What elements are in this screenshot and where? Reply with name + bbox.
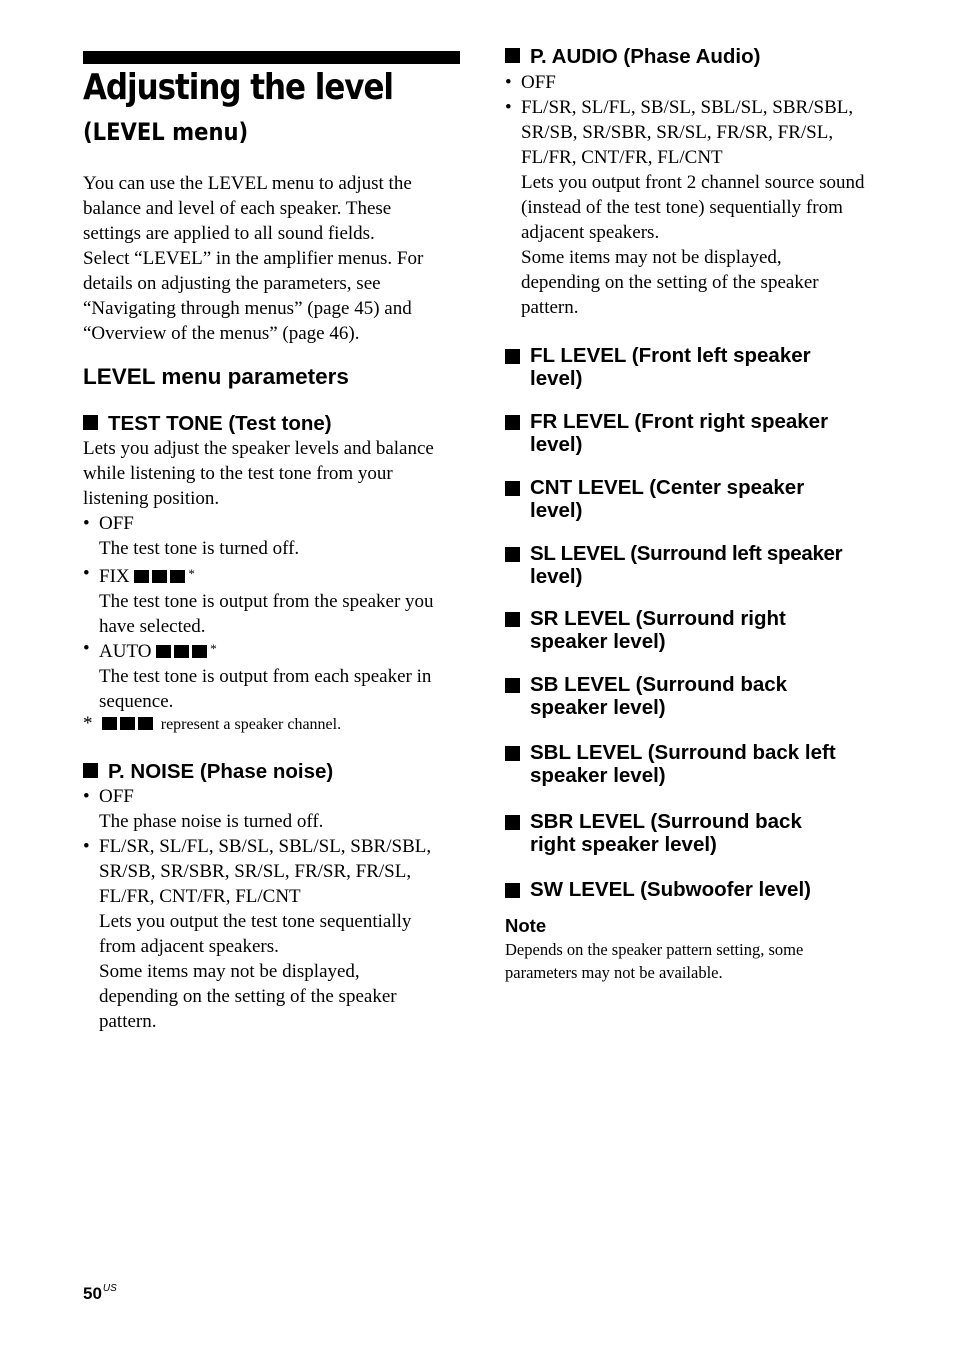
level-heading-line: FL LEVEL (Front left speaker xyxy=(530,344,811,367)
level-heading-cnt xyxy=(505,476,804,522)
page-suffix: US xyxy=(102,1283,117,1294)
level-heading-fr xyxy=(505,410,828,456)
option-desc: Some items may not be displayed, xyxy=(521,247,782,268)
square-bullet-icon xyxy=(505,678,520,693)
option-label: FIX xyxy=(99,566,130,587)
option-label: OFF xyxy=(99,513,134,534)
channel-block-icon xyxy=(192,645,207,658)
bullet-dot-icon: • xyxy=(83,786,90,807)
level-heading-line: speaker level) xyxy=(530,696,666,719)
p-audio-options-item xyxy=(505,95,896,320)
level-heading-sb xyxy=(505,673,787,719)
note-line: Depends on the speaker pattern setting, some xyxy=(505,940,804,959)
note-line: parameters may not be available. xyxy=(505,962,723,982)
square-bullet-icon xyxy=(505,883,520,898)
option-label: OFF xyxy=(521,72,556,93)
channel-block-icon xyxy=(170,570,185,583)
channel-block-icon xyxy=(102,717,117,730)
desc-line: listening position. xyxy=(83,488,220,509)
test-tone-off-item xyxy=(83,511,469,561)
option-desc: The test tone is output from each speaker in xyxy=(99,666,432,687)
level-heading-line: SBR LEVEL (Surround back xyxy=(530,810,802,833)
option-desc: Lets you output front 2 channel source sound xyxy=(521,172,865,193)
level-heading-fl xyxy=(505,344,811,390)
option-desc: have selected. xyxy=(99,616,206,637)
test-tone-fix-item xyxy=(83,561,469,639)
option-label: FL/SR, SL/FL, SB/SL, SBL/SL, SBR/SBL, xyxy=(99,836,432,857)
level-heading-line: FR LEVEL (Front right speaker xyxy=(530,410,829,433)
level-heading-sbr xyxy=(505,810,802,856)
bullet-dot-icon: • xyxy=(505,97,512,118)
p-audio-heading xyxy=(505,45,760,68)
test-tone-heading xyxy=(83,412,332,435)
intro-line: settings are applied to all sound fields. xyxy=(83,223,375,244)
level-heading-line: level) xyxy=(530,499,583,522)
intro-line: balance and level of each speaker. These xyxy=(83,198,392,219)
level-heading-line: speaker level) xyxy=(530,630,666,653)
option-label: SR/SB, SR/SBR, SR/SL, FR/SR, FR/SL, xyxy=(521,122,834,143)
section-heading: LEVEL menu parameters xyxy=(83,364,349,389)
channel-block-icon xyxy=(156,645,171,658)
square-bullet-icon xyxy=(83,415,98,430)
title-rule xyxy=(83,51,460,64)
footnote-text: represent a speaker channel. xyxy=(160,716,342,733)
square-bullet-icon xyxy=(505,815,520,830)
asterisk-mark: * xyxy=(188,566,195,581)
option-desc: depending on the setting of the speaker xyxy=(521,272,819,293)
square-bullet-icon xyxy=(505,612,520,627)
bullet-dot-icon: • xyxy=(505,72,512,93)
option-desc: Lets you output the test tone sequentially xyxy=(99,911,412,932)
square-bullet-icon xyxy=(505,481,520,496)
bullet-dot-icon: • xyxy=(83,513,90,534)
level-heading-line: SBL LEVEL (Surround back left xyxy=(530,741,836,764)
p-noise-off-item xyxy=(83,784,469,834)
channel-block-icon xyxy=(120,717,135,730)
asterisk-mark: * xyxy=(83,713,93,734)
test-tone-auto-item xyxy=(83,636,469,714)
option-label: FL/SR, SL/FL, SB/SL, SBL/SL, SBR/SBL, xyxy=(521,97,854,118)
square-bullet-icon xyxy=(505,547,520,562)
level-heading-sr xyxy=(505,607,786,653)
option-desc: The test tone is output from the speaker you xyxy=(99,591,434,612)
level-heading-line: CNT LEVEL (Center speaker xyxy=(530,476,805,499)
option-desc: (instead of the test tone) sequentially from xyxy=(521,197,843,218)
p-noise-heading-text: P. NOISE (Phase noise) xyxy=(108,760,334,783)
option-label: SR/SB, SR/SBR, SR/SL, FR/SR, FR/SL, xyxy=(99,861,412,882)
asterisk-mark: * xyxy=(210,641,217,656)
intro-line: “Navigating through menus” (page 45) and xyxy=(83,298,412,319)
option-desc: pattern. xyxy=(521,297,579,318)
intro-line: details on adjusting the parameters, see xyxy=(83,273,381,294)
option-desc: Some items may not be displayed, xyxy=(99,961,360,982)
p-noise-heading xyxy=(83,760,333,783)
option-desc: adjacent speakers. xyxy=(521,222,660,243)
square-bullet-icon xyxy=(505,746,520,761)
intro-paragraph xyxy=(83,171,463,346)
bullet-dot-icon: • xyxy=(83,638,90,659)
option-desc: from adjacent speakers. xyxy=(99,936,279,957)
test-tone-heading-text: TEST TONE (Test tone) xyxy=(108,412,332,435)
page-number xyxy=(83,1283,117,1304)
level-heading-line: right speaker level) xyxy=(530,833,717,856)
level-heading-sl xyxy=(505,542,842,588)
level-heading-line: SR LEVEL (Surround right xyxy=(530,607,786,630)
desc-line: Lets you adjust the speaker levels and balance xyxy=(83,438,434,459)
option-desc: The test tone is turned off. xyxy=(99,538,300,559)
channel-block-icon xyxy=(174,645,189,658)
square-bullet-icon xyxy=(505,415,520,430)
option-desc: pattern. xyxy=(99,1011,157,1032)
note-heading: Note xyxy=(505,915,547,936)
desc-line: while listening to the test tone from your xyxy=(83,463,393,484)
test-tone-footnote xyxy=(83,711,463,737)
intro-line: “Overview of the menus” (page 46). xyxy=(83,323,360,344)
option-desc: The phase noise is turned off. xyxy=(99,811,324,832)
bullet-dot-icon: • xyxy=(83,563,90,584)
channel-block-icon xyxy=(138,717,153,730)
intro-line: You can use the LEVEL menu to adjust the xyxy=(83,173,412,194)
bullet-dot-icon: • xyxy=(83,836,90,857)
option-label: OFF xyxy=(99,786,134,807)
level-heading-line: level) xyxy=(530,367,583,390)
level-heading-line: SW LEVEL (Subwoofer level) xyxy=(530,878,811,901)
level-heading-line: SL LEVEL (Surround left speaker xyxy=(530,542,843,565)
level-heading-line: speaker level) xyxy=(530,764,666,787)
page-number-value: 50 xyxy=(83,1284,102,1303)
level-heading-sbl xyxy=(505,741,836,787)
level-heading-line: SB LEVEL (Surround back xyxy=(530,673,788,696)
square-bullet-icon xyxy=(505,48,520,63)
channel-block-icon xyxy=(152,570,167,583)
test-tone-description xyxy=(83,436,468,511)
intro-line: Select “LEVEL” in the amplifier menus. For xyxy=(83,248,424,269)
square-bullet-icon xyxy=(83,763,98,778)
option-label: FL/FR, CNT/FR, FL/CNT xyxy=(521,147,723,168)
level-heading-line: level) xyxy=(530,565,583,588)
option-desc: sequence. xyxy=(99,691,174,712)
page-subtitle: (LEVEL menu) xyxy=(83,118,249,146)
level-heading-line: level) xyxy=(530,433,583,456)
option-desc: depending on the setting of the speaker xyxy=(99,986,397,1007)
p-audio-off-item xyxy=(505,70,891,95)
p-noise-options-item xyxy=(83,834,469,1034)
square-bullet-icon xyxy=(505,349,520,364)
option-label: FL/FR, CNT/FR, FL/CNT xyxy=(99,886,301,907)
p-audio-heading-text: P. AUDIO (Phase Audio) xyxy=(530,45,761,68)
level-heading-sw xyxy=(505,878,811,901)
channel-block-icon xyxy=(134,570,149,583)
note-text xyxy=(505,939,890,984)
option-label: AUTO xyxy=(99,641,152,662)
page-title: Adjusting the level xyxy=(83,67,394,108)
